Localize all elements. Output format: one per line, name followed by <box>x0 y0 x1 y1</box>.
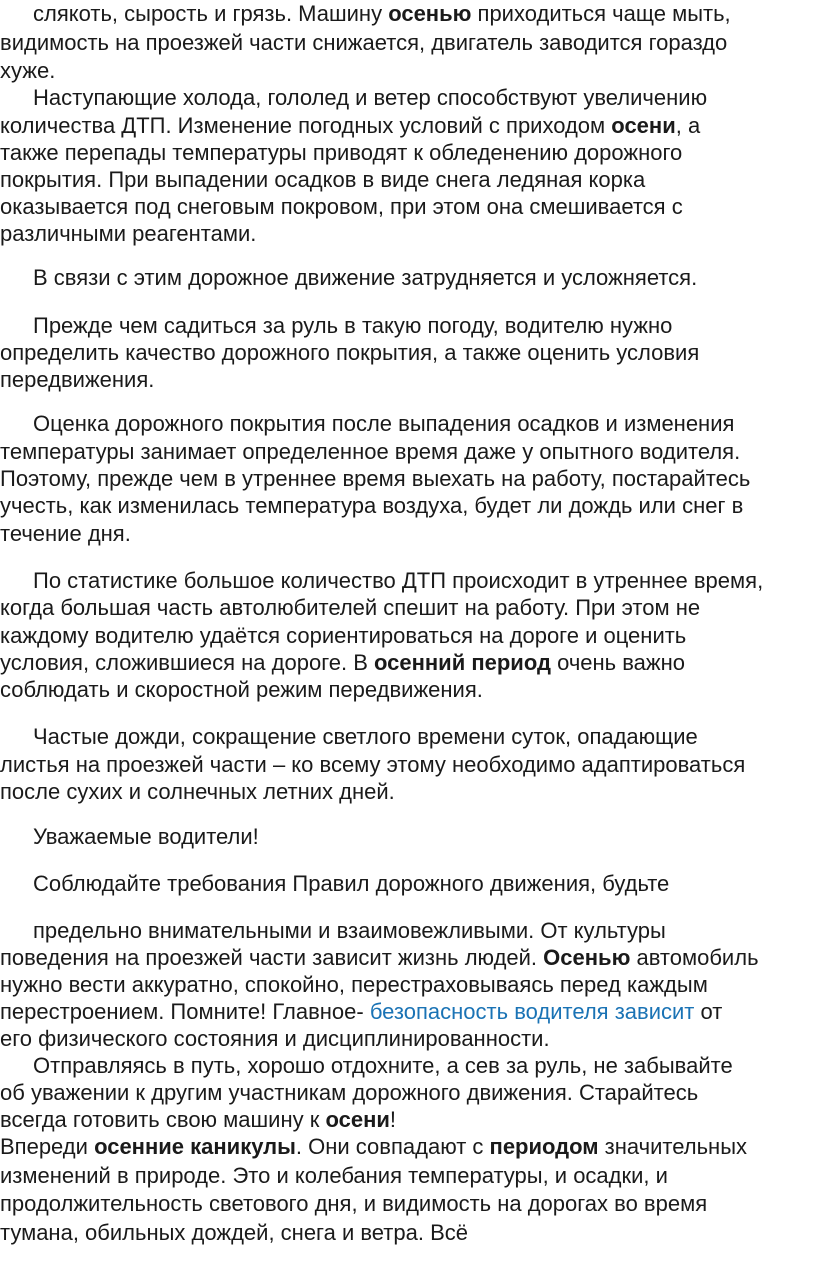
text-span: количества ДТП. Изменение погодных условий с приходом <box>0 113 612 138</box>
text-span: , а <box>675 113 701 138</box>
paragraph-line: течение дня. <box>0 521 131 546</box>
paragraph-line: тумана, обильных дождей, снега и ветра. Всё <box>0 1220 468 1245</box>
text-span: Впереди <box>0 1134 95 1159</box>
bold-span: осени <box>325 1107 390 1132</box>
paragraph-line <box>33 0 731 28</box>
text-span: приходиться чаще мыть, <box>471 1 731 26</box>
text-span: слякоть, сырость и грязь. Машину <box>33 1 389 26</box>
paragraph-line: каждому водителю удаётся сориентироваться на дороге и оценить <box>0 623 687 648</box>
text-span: перестроением. Помните! Главное- <box>0 999 370 1024</box>
paragraph-line: предельно внимательными и взаимовежливыми. От культуры <box>33 918 666 943</box>
paragraph-line: Наступающие холода, гололед и ветер способствуют увеличению <box>33 85 708 110</box>
paragraph-line: В связи с этим дорожное движение затрудняется и усложняется. <box>33 265 698 290</box>
bold-span: осенний период <box>373 650 551 675</box>
paragraph-line: оказывается под снеговым покровом, при этом она смешивается с <box>0 194 683 219</box>
paragraph-line <box>0 649 685 677</box>
paragraph-line: после сухих и солнечных летних дней. <box>0 779 395 804</box>
text-span: от <box>694 999 723 1024</box>
paragraph-line: когда большая часть автолюбителей спешит на работу. При этом не <box>0 595 701 620</box>
paragraph-line: температуры занимает определенное время даже у опытного водителя. <box>0 439 741 464</box>
paragraph-line: Прежде чем садиться за руль в такую погоду, водителю нужно <box>33 313 673 338</box>
paragraph-line: покрытия. При выпадении осадков в виде снега ледяная корка <box>0 167 646 192</box>
bold-span: осенью <box>388 1 472 26</box>
text-span: ! <box>389 1107 397 1132</box>
paragraph-line: различными реагентами. <box>0 221 257 246</box>
text-span: поведения на проезжей части зависит жизнь людей. <box>0 945 544 970</box>
paragraph-line: Поэтому, прежде чем в утреннее время выехать на работу, постарайтесь <box>0 466 751 491</box>
paragraph-line: определить качество дорожного покрытия, а также оценить условия <box>0 340 700 365</box>
paragraph-line: соблюдать и скоростной режим передвижения. <box>0 677 483 702</box>
highlighted-link-text[interactable]: безопасность водителя зависит <box>369 999 695 1024</box>
paragraph-line: Соблюдайте требования Правил дорожного движения, будьте <box>33 871 670 896</box>
paragraph-line: также перепады температуры приводят к обледенению дорожного <box>0 140 683 165</box>
paragraph-line: учесть, как изменилась температура воздуха, будет ли дождь или снег в <box>0 493 744 518</box>
paragraph-line: Частые дожди, сокращение светлого времени суток, опадающие <box>33 724 698 749</box>
paragraph-line <box>0 944 759 972</box>
paragraph-line: По статистике большое количество ДТП происходит в утреннее время, <box>33 568 764 593</box>
paragraph-line: Отправляясь в путь, хорошо отдохните, а сев за руль, не забывайте <box>33 1053 733 1078</box>
paragraph-line: об уважении к другим участникам дорожного движения. Старайтесь <box>0 1080 699 1105</box>
text-span: автомобиль <box>630 945 759 970</box>
text-span: . Они совпадают с <box>295 1134 490 1159</box>
bold-span: периодом <box>489 1134 599 1159</box>
bold-span: осени <box>611 113 676 138</box>
paragraph-line: продолжительность светового дня, и видимость на дорогах во время <box>0 1191 708 1216</box>
bold-span: Осенью <box>543 945 631 970</box>
paragraph-line <box>0 1133 747 1161</box>
bold-span: осенние каникулы <box>94 1134 296 1159</box>
paragraph-line: хуже. <box>0 58 56 83</box>
text-span: очень важно <box>550 650 686 675</box>
paragraph-line <box>0 112 700 140</box>
paragraph-line: нужно вести аккуратно, спокойно, перестраховываясь перед каждым <box>0 972 708 997</box>
paragraph-line: передвижения. <box>0 367 155 392</box>
text-span: условия, сложившиеся на дороге. В <box>0 650 374 675</box>
paragraph-line <box>0 998 722 1026</box>
text-span: значительных <box>598 1134 748 1159</box>
paragraph-line: Оценка дорожного покрытия после выпадения осадков и изменения <box>33 411 735 436</box>
paragraph-line: изменений в природе. Это и колебания температуры, и осадки, и <box>0 1163 668 1188</box>
paragraph-line: его физического состояния и дисциплинированности. <box>0 1026 550 1051</box>
paragraph-line: видимость на проезжей части снижается, двигатель заводится гораздо <box>0 30 728 55</box>
paragraph-line <box>0 1106 396 1134</box>
paragraph-line: Уважаемые водители! <box>33 824 259 849</box>
text-span: всегда готовить свою машину к <box>0 1107 326 1132</box>
paragraph-line: листья на проезжей части – ко всему этому необходимо адаптироваться <box>0 752 746 777</box>
